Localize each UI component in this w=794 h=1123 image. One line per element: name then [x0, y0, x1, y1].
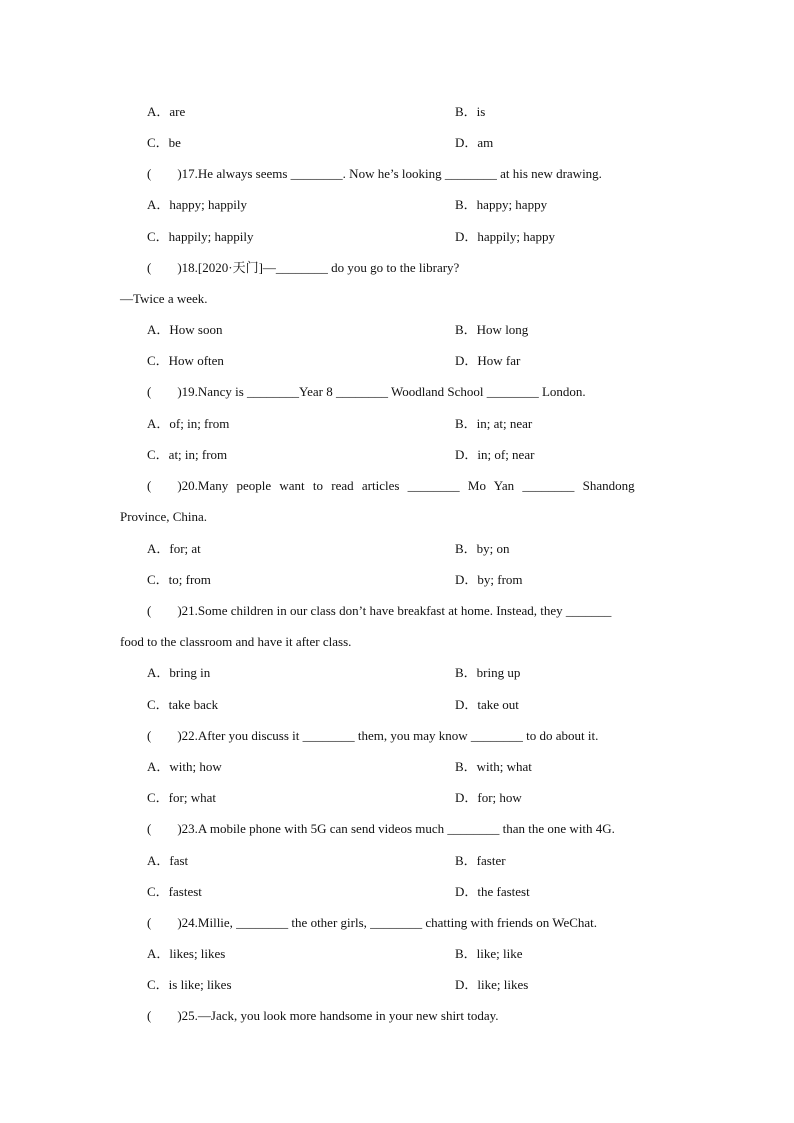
question-18-response: —Twice a week.: [120, 291, 208, 306]
q19-option-d: D．in; of; near: [455, 447, 535, 462]
q17-option-d: D．happily; happy: [455, 229, 556, 244]
q21-option-a: A．bring in: [147, 665, 211, 680]
q23-option-b: B．faster: [455, 853, 506, 868]
question-21-continuation: food to the classroom and have it after class.: [120, 634, 352, 649]
q20-option-d: D．by; from: [455, 572, 523, 587]
question-19: ( )19.Nancy is ________Year 8 ________ Woodland School ________ London.: [147, 384, 586, 399]
q24-option-c: C．is like; likes: [147, 977, 232, 992]
question-25: ( )25.—Jack, you look more handsome in your new shirt today.: [147, 1008, 499, 1023]
q20-option-b: B．by; on: [455, 541, 510, 556]
q18-option-d: D．How far: [455, 353, 521, 368]
q24-option-d: D．like; likes: [455, 977, 529, 992]
q22-option-c: C．for; what: [147, 790, 216, 805]
question-17: ( )17.He always seems ________. Now he’s looking ________ at his new drawing.: [147, 166, 602, 181]
q20-option-c: C．to; from: [147, 572, 211, 587]
q21-option-c: C．take back: [147, 697, 219, 712]
q23-option-a: A．fast: [147, 853, 189, 868]
q19-option-b: B．in; at; near: [455, 416, 533, 431]
question-24: ( )24.Millie, ________ the other girls, ________ chatting with friends on WeChat.: [147, 915, 598, 930]
q18-option-b: B．How long: [455, 322, 529, 337]
q17-option-c: C．happily; happily: [147, 229, 254, 244]
q21-option-d: D．take out: [455, 697, 519, 712]
question-18: ( )18.[2020·天门]—________ do you go to the library?: [147, 260, 460, 275]
question-20: [147, 478, 675, 494]
question-20-text: ( )20.Many people want to read articles ________ Mo Yan ________ Shandong: [147, 478, 635, 493]
q18-option-a: A．How soon: [147, 322, 223, 337]
q16-option-c: C．be: [147, 135, 181, 150]
q24-option-b: B．like; like: [455, 946, 523, 961]
q17-option-a: A．happy; happily: [147, 197, 248, 212]
q16-option-d: D．am: [455, 135, 494, 150]
question-22: ( )22.After you discuss it ________ them, you may know ________ to do about it.: [147, 728, 599, 743]
q20-option-a: A．for; at: [147, 541, 201, 556]
q19-option-a: A．of; in; from: [147, 416, 230, 431]
q19-option-c: C．at; in; from: [147, 447, 228, 462]
q22-option-d: D．for; how: [455, 790, 522, 805]
q23-option-c: C．fastest: [147, 884, 202, 899]
q22-option-a: A．with; how: [147, 759, 222, 774]
question-23: ( )23.A mobile phone with 5G can send videos much ________ than the one with 4G.: [147, 821, 615, 836]
q17-option-b: B．happy; happy: [455, 197, 548, 212]
question-20-continuation: Province, China.: [120, 509, 208, 524]
q18-option-c: C．How often: [147, 353, 224, 368]
question-21: ( )21.Some children in our class don’t have breakfast at home. Instead, they _______: [147, 603, 612, 618]
q23-option-d: D．the fastest: [455, 884, 530, 899]
q16-option-b: B．is: [455, 104, 486, 119]
q22-option-b: B．with; what: [455, 759, 532, 774]
q16-option-a: A．are: [147, 104, 186, 119]
q21-option-b: B．bring up: [455, 665, 521, 680]
q24-option-a: A．likes; likes: [147, 946, 226, 961]
